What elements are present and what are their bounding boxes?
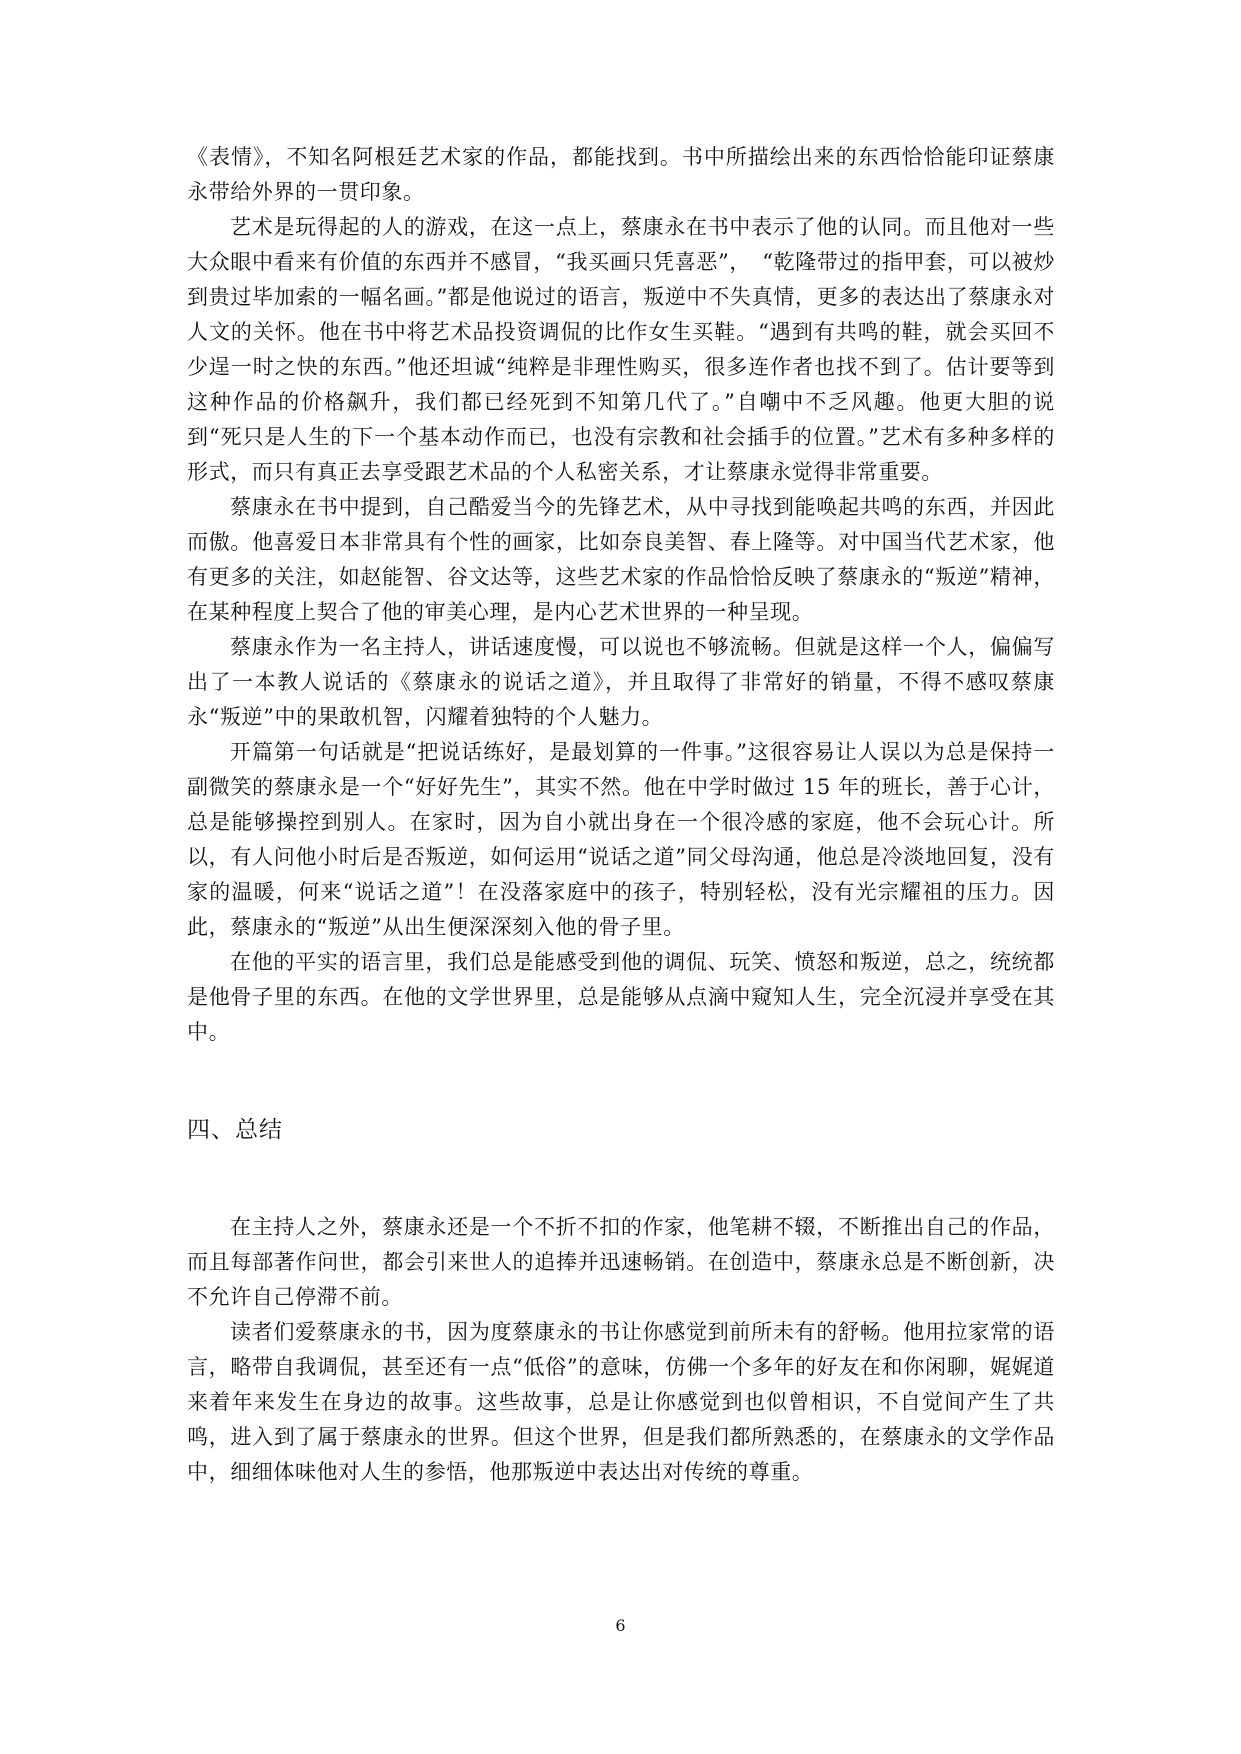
paragraph-3: 蔡康永在书中提到，自己酷爱当今的先锋艺术，从中寻找到能唤起共鸣的东西，并因此而傲。他喜爱日本非常具有个性的画家，比如奈良美智、春上隆等。对中国当代艺术家，他有更多的关注，如赵能智、谷文达等，这些艺术家的作品恰恰反映了蔡康永的“叛逆”精神，在某种程度上契合了他的审美心理，是内心艺术世界的一种呈现。 [187,495,1055,624]
document-body [187,140,1055,1490]
paragraph-5: 开篇第一句话就是“把说话练好，是最划算的一件事。”这很容易让人误以为总是保持一副微笑的蔡康永是一个“好好先生”，其实不然。他在中学时做过 15 年的班长，善于心计，总是能够操控到别人。在家时，因为自小就出身在一个很冷感的家庭，他不会玩心计。所以，有人问他小时后是否叛逆，如何运用“说话之道”同父母沟通，他总是冷淡地回复，没有家的温暖，何来“说话之道”！在没落家庭中的孩子，特别轻松，没有光宗耀祖的压力。因此，蔡康永的“叛逆”从出生便深深刻入他的骨子里。 [187,740,1055,939]
section-heading-summary: 四、总结 [187,1117,283,1143]
page-number: 6 [615,1616,626,1635]
paragraph-4: 蔡康永作为一名主持人，讲话速度慢，可以说也不够流畅。但就是这样一个人，偏偏写出了一本教人说话的《蔡康永的说话之道》，并且取得了非常好的销量，不得不感叹蔡康永“叛逆”中的果敢机智，闪耀着独特的个人魅力。 [187,635,1055,729]
paragraph-1: 《表情》，不知名阿根廷艺术家的作品，都能找到。书中所描绘出来的东西恰恰能印证蔡康永带给外界的一贯印象。 [187,145,1055,204]
paragraph-6: 在他的平实的语言里，我们总是能感受到他的调侃、玩笑、愤怒和叛逆，总之，统统都是他骨子里的东西。在他的文学世界里，总是能够从点滴中窥知人生，完全沉浸并享受在其中。 [187,950,1055,1044]
paragraph-2: 艺术是玩得起的人的游戏，在这一点上，蔡康永在书中表示了他的认同。而且他对一些大众眼中看来有价值的东西并不感冒，“我买画只凭喜恶”， “乾隆带过的指甲套，可以被炒到贵过毕加索的一幅名画。”都是他说过的语言，叛逆中不失真情，更多的表达出了蔡康永对人文的关怀。他在书中将艺术品投资调侃的比作女生买鞋。“遇到有共鸣的鞋，就会买回不少逞一时之快的东西。”他还坦诚“纯粹是非理性购买，很多连作者也找不到了。估计要等到这种作品的价格飙升，我们都已经死到不知第几代了。”自嘲中不乏风趣。他更大胆的说到“死只是人生的下一个基本动作而已，也没有宗教和社会插手的位置。”艺术有多种多样的形式，而只有真正去享受跟艺术品的个人私密关系，才让蔡康永觉得非常重要。 [187,215,1055,484]
paragraph-8: 读者们爱蔡康永的书，因为度蔡康永的书让你感觉到前所未有的舒畅。他用拉家常的语言，略带自我调侃，甚至还有一点“低俗”的意味，仿佛一个多年的好友在和你闲聊，娓娓道来着年来发生在身边的故事。这些故事，总是让你感觉到也似曾相识，不自觉间产生了共鸣，进入到了属于蔡康永的世界。但这个世界，但是我们都所熟悉的，在蔡康永的文学作品中，细细体味他对人生的参悟，他那叛逆中表达出对传统的尊重。 [187,1320,1055,1484]
paragraph-7: 在主持人之外，蔡康永还是一个不折不扣的作家，他笔耕不辍，不断推出自己的作品，而且每部著作问世，都会引来世人的追捧并迅速畅销。在创造中，蔡康永总是不断创新，决不允许自己停滞不前。 [187,1215,1055,1309]
